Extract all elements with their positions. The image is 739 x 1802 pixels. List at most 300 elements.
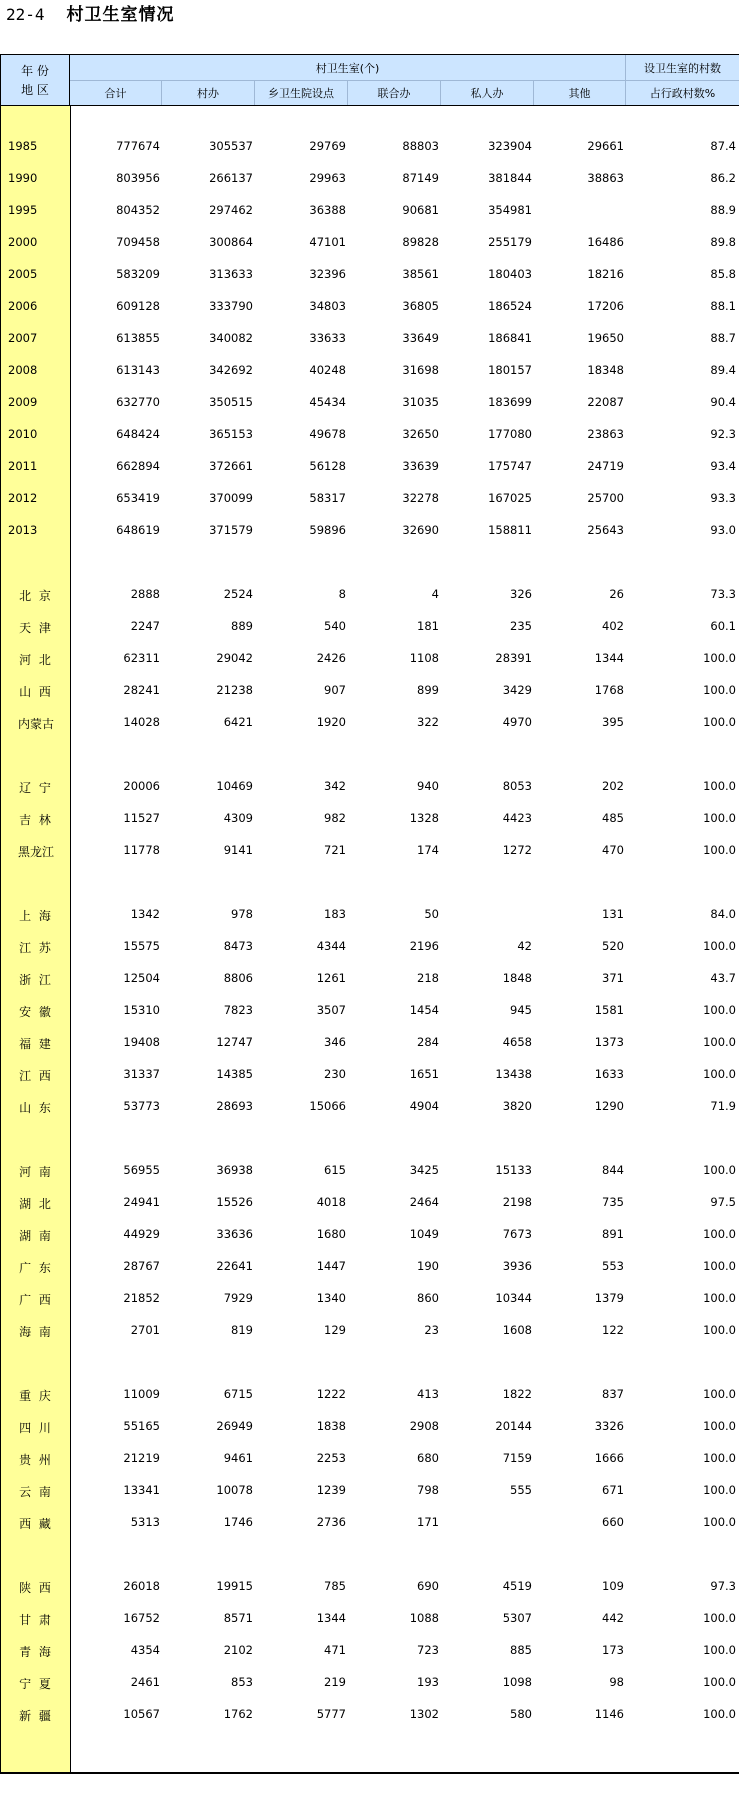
cell-township: 45434 [309, 395, 346, 409]
cell-township: 58317 [309, 491, 346, 505]
table-row [0, 807, 739, 831]
table-row [0, 679, 739, 703]
cell-village: 340082 [209, 331, 253, 345]
year-label: 1985 [8, 139, 38, 153]
cell-joint: 2908 [409, 1419, 439, 1433]
cell-coverage: 93.4 [710, 459, 736, 473]
cell-village: 10078 [216, 1483, 253, 1497]
cell-private: 235 [510, 619, 532, 633]
cell-other: 735 [602, 1195, 624, 1209]
region-label: 福 建 [19, 1037, 53, 1051]
cell-private: 1098 [502, 1675, 532, 1689]
cell-private: 183699 [488, 395, 532, 409]
region-label: 浙 江 [19, 973, 53, 987]
cell-private: 2198 [502, 1195, 532, 1209]
cell-village: 1762 [223, 1707, 253, 1721]
column-header-township [255, 81, 348, 106]
cell-total: 14028 [123, 715, 160, 729]
cell-coverage: 73.3 [710, 587, 736, 601]
cell-private: 8053 [502, 779, 532, 793]
cell-village: 15526 [216, 1195, 253, 1209]
table-row [0, 1703, 739, 1727]
table-row [0, 487, 739, 511]
cell-total: 26018 [123, 1579, 160, 1593]
cell-joint: 798 [417, 1483, 439, 1497]
cell-coverage: 100.0 [703, 1451, 736, 1465]
cell-coverage: 100.0 [703, 1163, 736, 1177]
cell-joint: 174 [417, 843, 439, 857]
cell-village: 365153 [209, 427, 253, 441]
cell-other: 38863 [587, 171, 624, 185]
cell-other: 18348 [587, 363, 624, 377]
cell-private: 180157 [488, 363, 532, 377]
cell-private: 885 [510, 1643, 532, 1657]
cell-village: 7823 [223, 1003, 253, 1017]
table-row [0, 903, 739, 927]
region-label: 黑龙江 [17, 845, 54, 859]
cell-other: 19650 [587, 331, 624, 345]
cell-other: 23863 [587, 427, 624, 441]
cell-total: 613855 [116, 331, 160, 345]
table-row [0, 1447, 739, 1471]
column-header-total [70, 81, 162, 106]
cell-total: 583209 [116, 267, 160, 281]
table-row [0, 935, 739, 959]
cell-village: 2524 [223, 587, 253, 601]
table-row [0, 1031, 739, 1055]
cell-private: 5307 [502, 1611, 532, 1625]
cell-private: 580 [510, 1707, 532, 1721]
cell-total: 62311 [123, 651, 160, 665]
cell-joint: 1108 [409, 651, 439, 665]
cell-coverage: 100.0 [703, 1067, 736, 1081]
cell-village: 305537 [209, 139, 253, 153]
table-row [0, 1479, 739, 1503]
cell-village: 300864 [209, 235, 253, 249]
cell-coverage: 100.0 [703, 1483, 736, 1497]
cell-private: 180403 [488, 267, 532, 281]
cell-total: 653419 [116, 491, 160, 505]
cell-township: 1838 [316, 1419, 346, 1433]
cell-coverage: 97.5 [710, 1195, 736, 1209]
cell-village: 8473 [223, 939, 253, 953]
cell-private: 1822 [502, 1387, 532, 1401]
cell-coverage: 88.9 [710, 203, 736, 217]
table-row [0, 1575, 739, 1599]
cell-total: 55165 [123, 1419, 160, 1433]
cell-township: 49678 [309, 427, 346, 441]
cell-total: 56955 [123, 1163, 160, 1177]
cell-total: 15310 [123, 1003, 160, 1017]
region-label: 山 西 [19, 685, 53, 699]
cell-joint: 171 [417, 1515, 439, 1529]
region-label: 西 藏 [19, 1517, 53, 1531]
cell-township: 1920 [316, 715, 346, 729]
cell-coverage: 100.0 [703, 1643, 736, 1657]
cell-township: 2253 [316, 1451, 346, 1465]
cell-private: 7673 [502, 1227, 532, 1241]
year-label: 1990 [8, 171, 38, 185]
row-label-line1: 年 份 [21, 63, 49, 78]
cell-village: 29042 [216, 651, 253, 665]
row-label-header [1, 55, 70, 106]
cell-other: 131 [602, 907, 624, 921]
cell-joint: 181 [417, 619, 439, 633]
cell-joint: 1328 [409, 811, 439, 825]
table-row [0, 775, 739, 799]
cell-village: 313633 [209, 267, 253, 281]
cell-coverage: 93.3 [710, 491, 736, 505]
cell-private: 167025 [488, 491, 532, 505]
year-label: 1995 [8, 203, 38, 217]
cell-joint: 32650 [402, 427, 439, 441]
cell-other: 470 [602, 843, 624, 857]
cell-private: 3820 [502, 1099, 532, 1113]
cell-village: 1746 [223, 1515, 253, 1529]
cell-other: 553 [602, 1259, 624, 1273]
cell-township: 33633 [309, 331, 346, 345]
cell-total: 20006 [123, 779, 160, 793]
cell-other: 520 [602, 939, 624, 953]
cell-private: 1848 [502, 971, 532, 985]
cell-other: 1373 [594, 1035, 624, 1049]
table-row [0, 231, 739, 255]
cell-coverage: 71.9 [710, 1099, 736, 1113]
cell-joint: 1302 [409, 1707, 439, 1721]
column-header-total-label: 合计 [104, 87, 127, 100]
cell-township: 230 [324, 1067, 346, 1081]
cell-total: 5313 [130, 1515, 160, 1529]
cell-village: 6421 [223, 715, 253, 729]
cell-coverage: 100.0 [703, 1323, 736, 1337]
cell-other: 485 [602, 811, 624, 825]
cell-other: 442 [602, 1611, 624, 1625]
cell-other: 18216 [587, 267, 624, 281]
cell-village: 21238 [216, 683, 253, 697]
region-label: 新 疆 [19, 1709, 53, 1723]
cell-joint: 87149 [402, 171, 439, 185]
cell-village: 19915 [216, 1579, 253, 1593]
cell-total: 21852 [123, 1291, 160, 1305]
cell-township: 183 [324, 907, 346, 921]
cell-coverage: 92.3 [710, 427, 736, 441]
cell-village: 370099 [209, 491, 253, 505]
table-row [0, 391, 739, 415]
table-row [0, 295, 739, 319]
cell-coverage: 100.0 [703, 843, 736, 857]
cell-joint: 50 [424, 907, 439, 921]
region-label: 河 南 [19, 1165, 53, 1179]
cell-joint: 218 [417, 971, 439, 985]
year-label: 2010 [8, 427, 38, 441]
cell-total: 4354 [130, 1643, 160, 1657]
region-label: 江 苏 [19, 941, 53, 955]
cell-other: 671 [602, 1483, 624, 1497]
cell-joint: 89828 [402, 235, 439, 249]
cell-village: 853 [231, 1675, 253, 1689]
table-row [0, 1095, 739, 1119]
cell-joint: 33649 [402, 331, 439, 345]
region-label: 甘 肃 [19, 1613, 53, 1627]
table-row [0, 1287, 739, 1311]
cell-total: 2461 [130, 1675, 160, 1689]
table-row [0, 615, 739, 639]
year-label: 2006 [8, 299, 38, 313]
cell-township: 1239 [316, 1483, 346, 1497]
cell-private: 1272 [502, 843, 532, 857]
cell-other: 16486 [587, 235, 624, 249]
cell-total: 11527 [123, 811, 160, 825]
cell-other: 17206 [587, 299, 624, 313]
year-label: 2013 [8, 523, 38, 537]
table-row [0, 1223, 739, 1247]
cell-township: 5777 [316, 1707, 346, 1721]
cell-village: 22641 [216, 1259, 253, 1273]
cell-other: 891 [602, 1227, 624, 1241]
cell-total: 53773 [123, 1099, 160, 1113]
column-header-township-label: 乡卫生院设点 [268, 87, 334, 100]
region-label: 陕 西 [19, 1581, 53, 1595]
cell-private: 326 [510, 587, 532, 601]
cell-village: 36938 [216, 1163, 253, 1177]
cell-total: 648619 [116, 523, 160, 537]
cell-coverage: 97.3 [710, 1579, 736, 1593]
region-label: 重 庆 [19, 1389, 53, 1403]
cell-joint: 690 [417, 1579, 439, 1593]
cell-total: 15575 [123, 939, 160, 953]
cell-township: 56128 [309, 459, 346, 473]
cell-joint: 23 [424, 1323, 439, 1337]
cell-other: 98 [609, 1675, 624, 1689]
cell-village: 26949 [216, 1419, 253, 1433]
cell-township: 3507 [316, 1003, 346, 1017]
cell-other: 25700 [587, 491, 624, 505]
cell-private: 381844 [488, 171, 532, 185]
cell-township: 1680 [316, 1227, 346, 1241]
cell-private: 10344 [495, 1291, 532, 1305]
cell-coverage: 100.0 [703, 1387, 736, 1401]
cell-joint: 284 [417, 1035, 439, 1049]
cell-township: 471 [324, 1643, 346, 1657]
cell-coverage: 60.1 [710, 619, 736, 633]
region-label: 山 东 [19, 1101, 53, 1115]
cell-township: 342 [324, 779, 346, 793]
cell-total: 10567 [123, 1707, 160, 1721]
column-header-village-label: 村办 [197, 87, 219, 100]
cell-total: 13341 [123, 1483, 160, 1497]
year-label: 2005 [8, 267, 38, 281]
cell-other: 1633 [594, 1067, 624, 1081]
header-bottom-rule [0, 105, 739, 106]
cell-township: 1340 [316, 1291, 346, 1305]
cell-total: 709458 [116, 235, 160, 249]
cell-coverage: 100.0 [703, 1003, 736, 1017]
cell-township: 32396 [309, 267, 346, 281]
cell-coverage: 84.0 [710, 907, 736, 921]
cell-village: 28693 [216, 1099, 253, 1113]
cell-other: 1290 [594, 1099, 624, 1113]
cell-private: 7159 [502, 1451, 532, 1465]
cell-coverage: 87.4 [710, 139, 736, 153]
cell-coverage: 100.0 [703, 1259, 736, 1273]
cell-coverage: 85.8 [710, 267, 736, 281]
cell-village: 8806 [223, 971, 253, 985]
cell-joint: 88803 [402, 139, 439, 153]
cell-coverage: 100.0 [703, 1291, 736, 1305]
cell-joint: 31698 [402, 363, 439, 377]
table-row [0, 1191, 739, 1215]
cell-private: 323904 [488, 139, 532, 153]
cell-joint: 1454 [409, 1003, 439, 1017]
cell-other: 1768 [594, 683, 624, 697]
cell-township: 40248 [309, 363, 346, 377]
cell-village: 33636 [216, 1227, 253, 1241]
cell-private: 177080 [488, 427, 532, 441]
region-label: 内蒙古 [17, 717, 54, 731]
cell-village: 342692 [209, 363, 253, 377]
cell-joint: 90681 [402, 203, 439, 217]
cell-village: 266137 [209, 171, 253, 185]
column-header-joint [348, 81, 441, 106]
cell-coverage: 100.0 [703, 939, 736, 953]
table-title [6, 2, 175, 28]
cell-private: 158811 [488, 523, 532, 537]
cell-private: 42 [517, 939, 532, 953]
column-header-other [534, 81, 626, 106]
cell-private: 945 [510, 1003, 532, 1017]
cell-other: 1379 [594, 1291, 624, 1305]
cell-village: 7929 [223, 1291, 253, 1305]
cell-total: 19408 [123, 1035, 160, 1049]
cell-joint: 322 [417, 715, 439, 729]
cell-other: 402 [602, 619, 624, 633]
cell-private: 4423 [502, 811, 532, 825]
table-row [0, 359, 739, 383]
cell-other: 173 [602, 1643, 624, 1657]
year-label: 2008 [8, 363, 38, 377]
year-label: 2000 [8, 235, 38, 249]
table-row [0, 583, 739, 607]
cell-coverage: 100.0 [703, 1419, 736, 1433]
cell-joint: 1088 [409, 1611, 439, 1625]
cell-village: 9461 [223, 1451, 253, 1465]
table-row [0, 1671, 739, 1695]
cell-joint: 680 [417, 1451, 439, 1465]
cell-township: 721 [324, 843, 346, 857]
cell-village: 4309 [223, 811, 253, 825]
cell-joint: 193 [417, 1675, 439, 1689]
group-header [70, 55, 626, 81]
right-header-top [626, 55, 739, 81]
cell-village: 12747 [216, 1035, 253, 1049]
cell-coverage: 100.0 [703, 1675, 736, 1689]
cell-total: 2888 [130, 587, 160, 601]
cell-township: 785 [324, 1579, 346, 1593]
table-row [0, 839, 739, 863]
cell-joint: 36805 [402, 299, 439, 313]
table-row [0, 327, 739, 351]
cell-coverage: 100.0 [703, 1227, 736, 1241]
cell-total: 28241 [123, 683, 160, 697]
table-row [0, 167, 739, 191]
cell-village: 297462 [209, 203, 253, 217]
cell-other: 3326 [594, 1419, 624, 1433]
table-row [0, 1639, 739, 1663]
cell-township: 29963 [309, 171, 346, 185]
cell-township: 1261 [316, 971, 346, 985]
cell-coverage: 100.0 [703, 1035, 736, 1049]
region-label: 宁 夏 [19, 1677, 53, 1691]
cell-joint: 1651 [409, 1067, 439, 1081]
cell-village: 350515 [209, 395, 253, 409]
year-label: 2009 [8, 395, 38, 409]
cell-other: 25643 [587, 523, 624, 537]
table-row [0, 1415, 739, 1439]
cell-village: 10469 [216, 779, 253, 793]
column-header-private [441, 81, 534, 106]
table-number: 22-4 [6, 5, 45, 24]
cell-township: 129 [324, 1323, 346, 1337]
region-label: 云 南 [19, 1485, 53, 1499]
cell-coverage: 100.0 [703, 1611, 736, 1625]
region-label: 四 川 [19, 1421, 53, 1435]
cell-coverage: 43.7 [710, 971, 736, 985]
cell-joint: 413 [417, 1387, 439, 1401]
cell-joint: 2196 [409, 939, 439, 953]
cell-joint: 3425 [409, 1163, 439, 1177]
cell-joint: 32278 [402, 491, 439, 505]
cell-total: 662894 [116, 459, 160, 473]
cell-township: 36388 [309, 203, 346, 217]
region-label: 辽 宁 [19, 781, 53, 795]
cell-private: 1608 [502, 1323, 532, 1337]
cell-total: 803956 [116, 171, 160, 185]
cell-other: 109 [602, 1579, 624, 1593]
cell-coverage: 100.0 [703, 651, 736, 665]
cell-private: 354981 [488, 203, 532, 217]
cell-private: 186524 [488, 299, 532, 313]
cell-joint: 940 [417, 779, 439, 793]
table-row [0, 999, 739, 1023]
cell-township: 1447 [316, 1259, 346, 1273]
region-label: 吉 林 [19, 813, 53, 827]
table-row [0, 455, 739, 479]
cell-joint: 860 [417, 1291, 439, 1305]
cell-other: 22087 [587, 395, 624, 409]
region-label: 广 东 [19, 1261, 53, 1275]
cell-township: 615 [324, 1163, 346, 1177]
cell-private: 4519 [502, 1579, 532, 1593]
cell-township: 4344 [316, 939, 346, 953]
cell-other: 24719 [587, 459, 624, 473]
cell-joint: 723 [417, 1643, 439, 1657]
cell-village: 6715 [223, 1387, 253, 1401]
year-label: 2012 [8, 491, 38, 505]
cell-total: 11009 [123, 1387, 160, 1401]
cell-village: 889 [231, 619, 253, 633]
cell-total: 12504 [123, 971, 160, 985]
cell-other: 1344 [594, 651, 624, 665]
cell-joint: 190 [417, 1259, 439, 1273]
cell-total: 16752 [123, 1611, 160, 1625]
table-row [0, 1063, 739, 1087]
cell-township: 8 [338, 587, 346, 601]
group-header-label: 村卫生室(个) [315, 61, 380, 75]
table-row [0, 423, 739, 447]
right-header-bottom [626, 81, 739, 106]
cell-township: 219 [324, 1675, 346, 1689]
cell-joint: 31035 [402, 395, 439, 409]
